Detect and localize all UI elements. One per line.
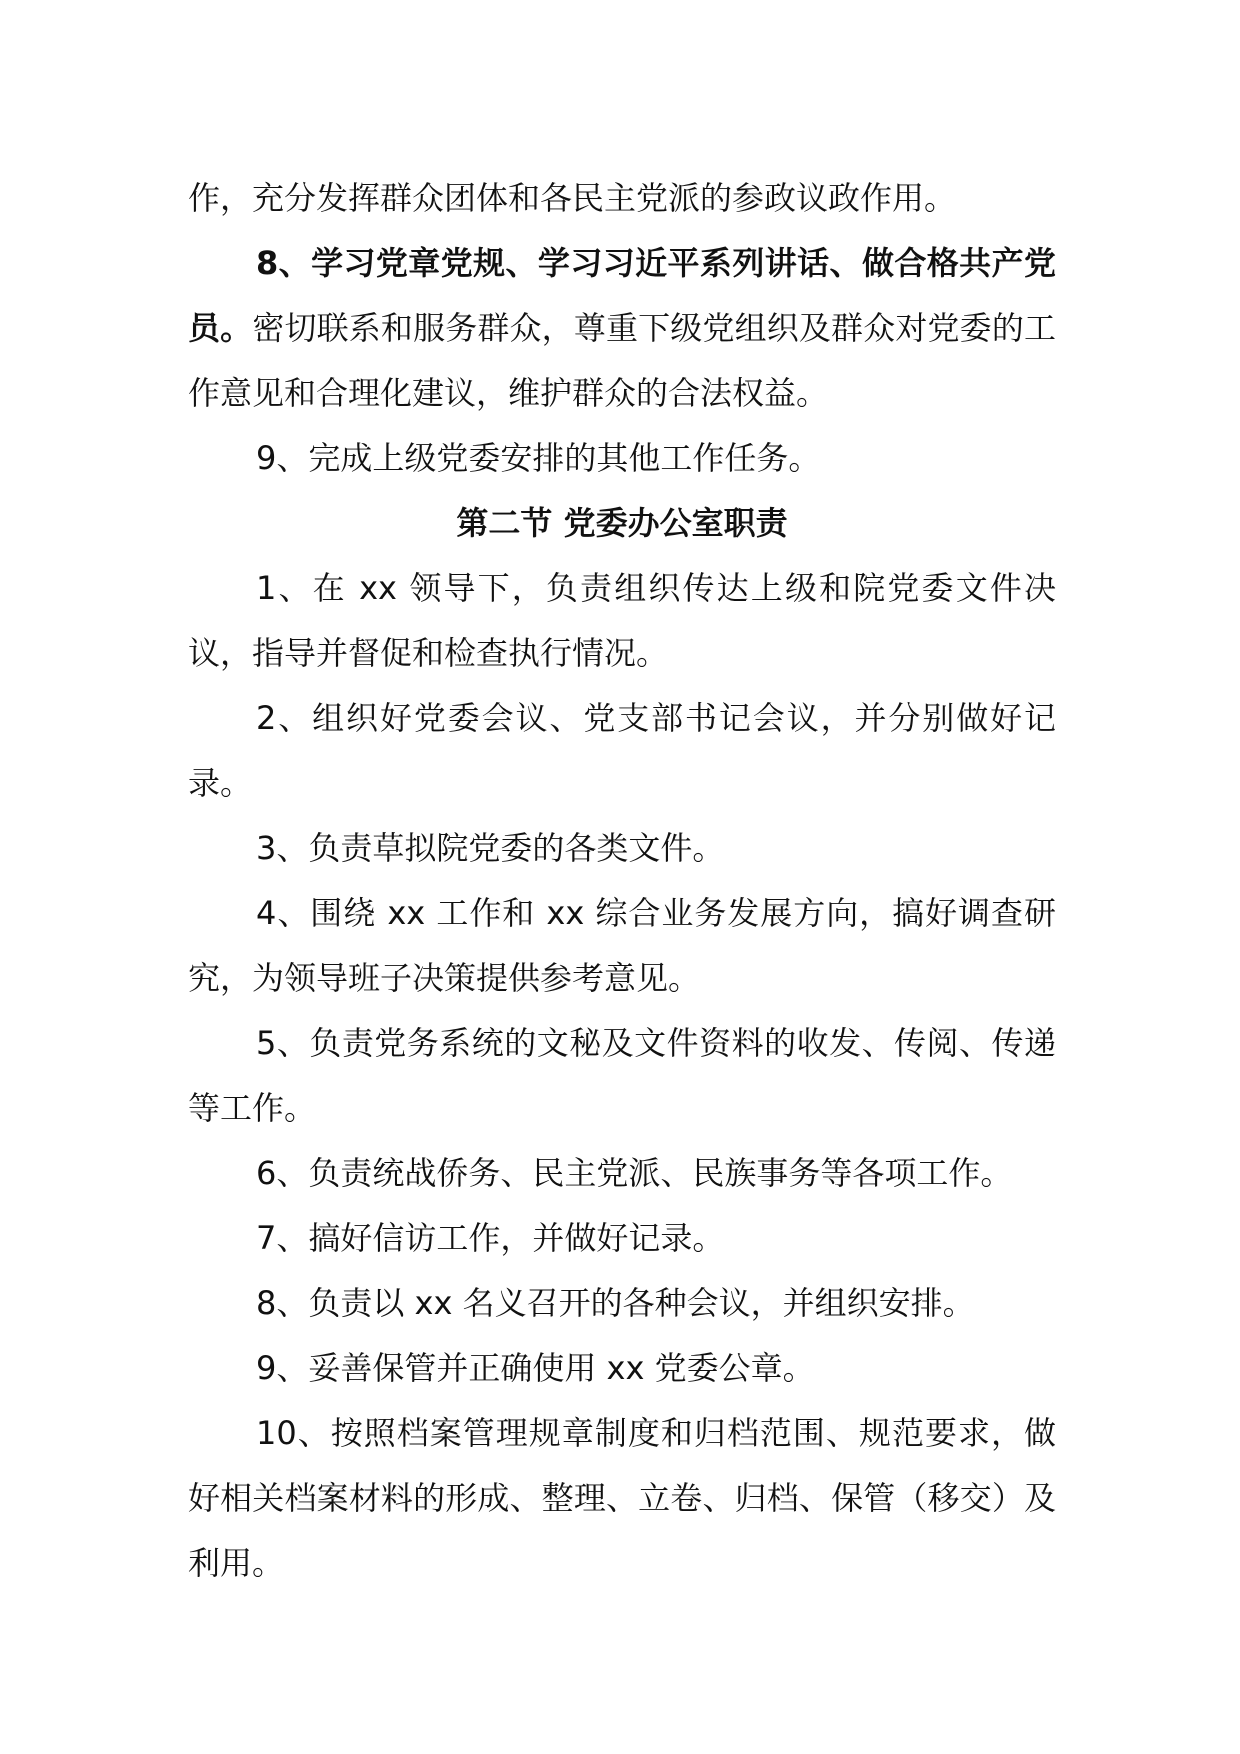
list-item: 5、负责党务系统的文秘及文件资料的收发、传阅、传递等工作。 <box>188 1024 1056 1127</box>
item-8-paragraph <box>188 231 1056 426</box>
list-item: 1、在 xx 领导下，负责组织传达上级和院党委文件决议，指导并督促和检查执行情况。 <box>188 569 1056 672</box>
list-item: 3、负责草拟院党委的各类文件。 <box>256 829 725 867</box>
section-title: 第二节 党委办公室职责 <box>456 504 788 542</box>
item-8-body: 密切联系和服务群众，尊重下级党组织及群众对党委的工作意见和合理化建议，维护群众的合法权益。 <box>188 309 1056 412</box>
list-item: 2、组织好党委会议、党支部书记会议，并分别做好记录。 <box>188 699 1056 802</box>
list-item: 7、搞好信访工作，并做好记录。 <box>256 1219 725 1257</box>
document-body <box>188 166 1056 1596</box>
item-9-paragraph: 9、完成上级党委安排的其他工作任务。 <box>256 439 821 477</box>
list-item: 10、按照档案管理规章制度和归档范围、规范要求，做好相关档案材料的形成、整理、立卷、归档、保管（移交）及利用。 <box>188 1414 1056 1582</box>
list-item: 9、妥善保管并正确使用 xx 党委公章。 <box>256 1349 815 1387</box>
continuation-paragraph: 作，充分发挥群众团体和各民主党派的参政议政作用。 <box>188 179 957 217</box>
item-8-heading: 8、学习党章党规、学习习近平系列讲话、做合格共产党员。 <box>188 244 1056 347</box>
list-item: 6、负责统战侨务、民主党派、民族事务等各项工作。 <box>256 1154 1013 1192</box>
list-item: 4、围绕 xx 工作和 xx 综合业务发展方向，搞好调查研究，为领导班子决策提供参考意见。 <box>188 894 1056 997</box>
list-item: 8、负责以 xx 名义召开的各种会议，并组织安排。 <box>256 1284 975 1322</box>
